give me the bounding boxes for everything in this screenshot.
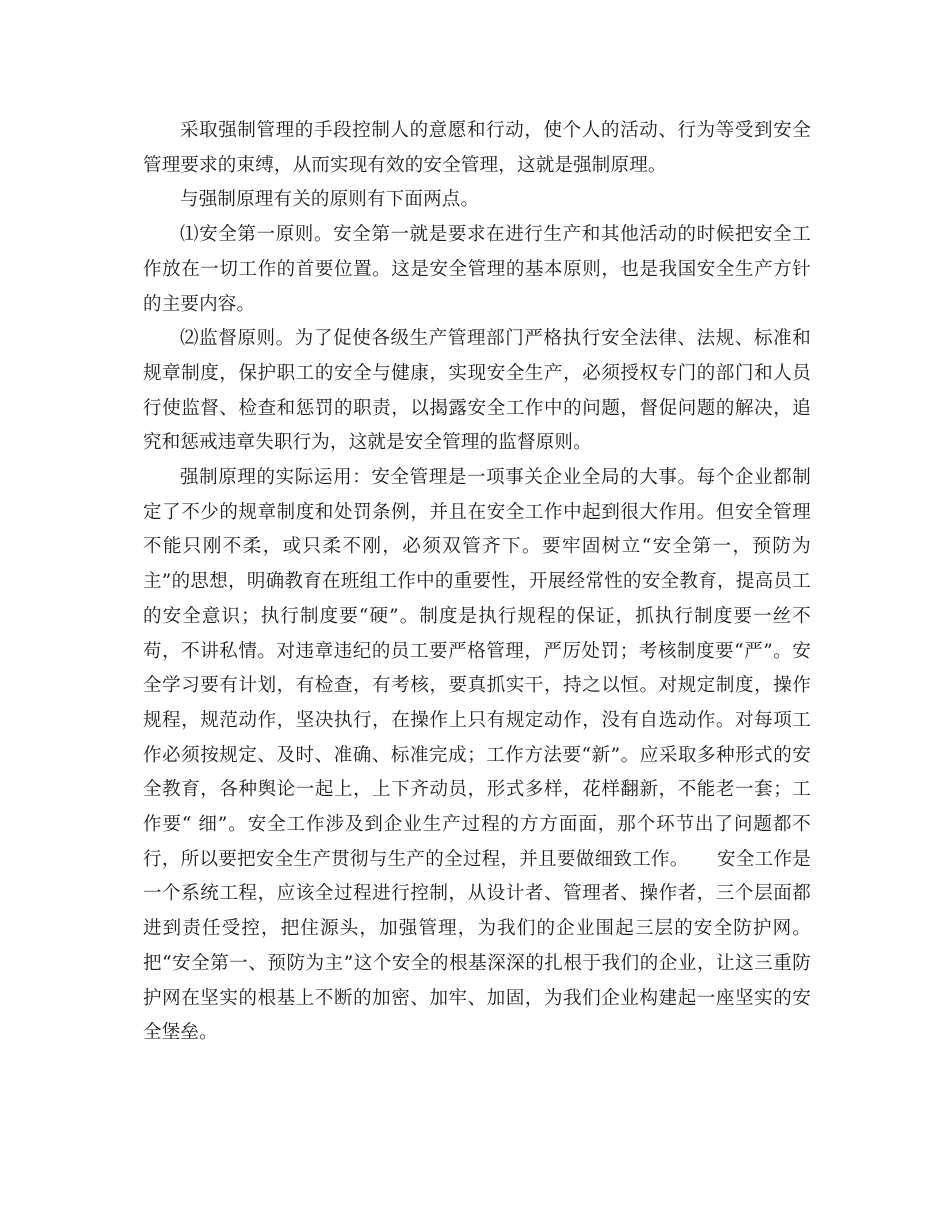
paragraph-supervision-principle: ⑵监督原则。为了促使各级生产管理部门严格执行安全法律、法规、标准和规章制度，保护职工的安全与健康，实现安全生产，必须授权专门的部门和人员行使监督、检查和惩罚的职责，以揭露安全工作中的问题，督促问题的解决，追究和惩戒违章失职行为，这就是安全管理的监督原则。 bbox=[143, 328, 811, 454]
paragraph-safety-first-principle: ⑴安全第一原则。安全第一就是要求在进行生产和其他活动的时候把安全工作放在一切工作的首要位置。这是安全管理的基本原则，也是我国安全生产方针的主要内容。 bbox=[143, 224, 811, 315]
paragraph-practical-application: 强制原理的实际运用：安全管理是一项事关企业全局的大事。每个企业都制定了不少的规章制度和处罚条例，并且在安全工作中起到很大作用。但安全管理不能只刚不柔，或只柔不刚，必须双管齐下。要牢固树立“安全第一，预防为主”的思想，明确教育在班组工作中的重要性，开展经常性的安全教育，提高员工的安全意识；执行制度要“硬”。制度是执行规程的保证，抓执行制度要一丝不苟，不讲私情。对违章违纪的员工要严格管理，严厉处罚；考核制度要“严”。安全学习要有计划，有检查，有考核，要真抓实干，持之以恒。对规定制度，操作规程，规范动作，坚决执行，在操作上只有规定动作，没有自选动作。对每项工作必须按规定、及时、准确、标准完成；工作方法要“新”。应采取多种形式的安全教育，各种舆论一起上，上下齐动员，形式多样，花样翻新，不能老一套；工作要“ 细”。安全工作涉及到企业生产过程的方方面面，那个环节出了问题都不行，所以要把安全生产贯彻与生产的全过程，并且要做细致工作。 安全工作是一个系统工程，应该全过程进行控制，从设计者、管理者、操作者，三个层面都进到责任受控，把住源头，加强管理，为我们的企业围起三层的安全防护网。把“安全第一、预防为主”这个安全的根基深深的扎根于我们的企业，让这三重防护网在坚实的根基上不断的加密、加牢、加固，为我们企业构建起一座坚实的安全堡垒。 bbox=[143, 467, 811, 1044]
paragraph-related-principles: 与强制原理有关的原则有下面两点。 bbox=[180, 189, 480, 211]
document-body bbox=[143, 114, 811, 1051]
paragraph-coercion-definition: 采取强制管理的手段控制人的意愿和行动，使个人的活动、行为等受到安全管理要求的束缚，从而实现有效的安全管理，这就是强制原理。 bbox=[143, 120, 811, 176]
